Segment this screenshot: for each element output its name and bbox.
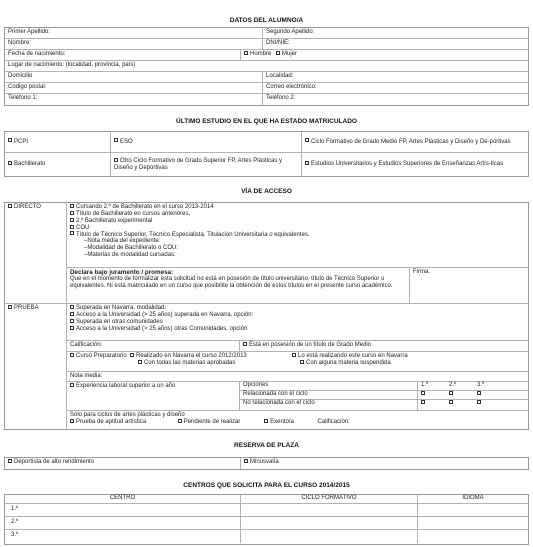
checkbox-icon [70, 419, 74, 423]
section-title-via: VÍA DE ACCESO [241, 188, 292, 195]
reserva-table [4, 457, 529, 470]
calificacion-field[interactable]: Calificación: [70, 342, 103, 348]
prueba-aptitud-checkbox[interactable]: Prueba de aptitud artística [70, 419, 146, 425]
relacionada-op3-checkbox[interactable] [477, 391, 481, 395]
codigo-postal-label[interactable]: Código postal: [8, 84, 47, 90]
grado-medio-checkbox[interactable]: Está en posesión de un título de Grado Medio [243, 342, 371, 348]
deportista-checkbox[interactable]: Deportista de alto rendimiento [8, 459, 94, 465]
prueba-option-1[interactable]: Superada en Navarra, modalidad: [70, 305, 525, 312]
table-row[interactable] [5, 517, 528, 530]
checkbox-icon [70, 231, 74, 235]
relacionada-label: Relacionada con el ciclo [243, 391, 308, 397]
row-number: 3.º [11, 532, 19, 538]
no-relacionada-label: No relacionada con el ciclo [243, 400, 315, 406]
checkbox-icon [70, 383, 74, 387]
declara-title: Declara bajo juramento / promesa: [70, 269, 174, 276]
directo-checkbox[interactable]: DIRECTO [8, 204, 41, 210]
checkbox-icon [8, 305, 12, 309]
curso-preparatorio-checkbox[interactable]: Curso Preparatorio [70, 353, 127, 359]
localidad-label[interactable]: Localidad: [266, 73, 294, 79]
hombre-checkbox[interactable]: Hombre [244, 51, 271, 57]
checkbox-icon [8, 204, 12, 208]
checkbox-icon [138, 360, 142, 364]
ciclo-superior-checkbox[interactable]: Otro Ciclo Formativo de Grado Superior FP, Artes Plásticas y Diseño y Deportivas [114, 157, 282, 171]
prueba-option-4[interactable]: Acceso a la Universidad (> 25 años) otras Comunidades, opción [70, 326, 525, 333]
declara-text: Que en el momento de formalizar esta solicitud no está en posesión de título universitario, título de Técnico Superior o equivalentes. Ni está matriculado en un curso que posibilite la obtención de estos títulos en el presente curso académico. [70, 276, 393, 290]
checkbox-icon [130, 353, 134, 357]
suspendida-checkbox[interactable]: Con alguna materia suspendida [292, 360, 525, 367]
opcion-1-label: 1.º [421, 382, 429, 388]
solo-artes-label: Sólo para ciclos de artes plásticas y diseño [70, 412, 185, 418]
telefono1-label[interactable]: Teléfono 1: [8, 95, 38, 101]
relacionada-op2-checkbox[interactable] [449, 391, 453, 395]
opcion-3-label: 3.º [477, 382, 485, 388]
checkbox-icon [70, 218, 74, 222]
no-relacionada-op3-checkbox[interactable] [477, 400, 481, 404]
relacionada-op1-checkbox[interactable] [421, 391, 425, 395]
segundo-apellido-label[interactable]: Segundo Apellido: [266, 29, 315, 35]
pcpi-checkbox[interactable]: PCPI [8, 139, 107, 146]
correo-label[interactable]: Correo electrónico: [266, 84, 317, 90]
calificacion2-field[interactable]: Calificación: [317, 418, 350, 425]
checkbox-icon [300, 360, 304, 364]
row-number: 2.º [11, 519, 19, 525]
checkbox-icon [244, 51, 248, 55]
section-title-reserva: RESERVA DE PLAZA [234, 442, 299, 449]
via-table [4, 202, 529, 430]
alumno-table [4, 27, 529, 106]
checkbox-icon [70, 326, 74, 330]
checkbox-icon [305, 138, 309, 142]
modalidad-bachillerato[interactable]: –Modalidad de Bachillerato o COU: [84, 245, 179, 252]
lugar-nacimiento-label[interactable]: Lugar de nacimiento: (localidad, provincia, país) [8, 62, 136, 68]
no-relacionada-op1-checkbox[interactable] [421, 400, 425, 404]
ciclo-medio-checkbox[interactable]: Ciclo Formativo de Grado Medio FP, Artes Plásticas y Diseño y De-portivas [305, 139, 525, 146]
directo-option-4[interactable]: COU [70, 225, 525, 232]
nota-media-field[interactable]: Nota media: [70, 373, 103, 379]
checkbox-icon [8, 459, 12, 463]
checkbox-icon [264, 419, 268, 423]
primer-apellido-label[interactable]: Primer Apellido: [8, 29, 51, 35]
checkbox-icon [70, 353, 74, 357]
eso-checkbox[interactable]: ESO [114, 139, 298, 146]
experiencia-checkbox[interactable]: Experiencia laboral superior a un año [70, 383, 175, 389]
nota-media-expediente[interactable]: –Nota media del expediente: [84, 238, 161, 245]
row-number: 1.º [11, 506, 19, 512]
universitarios-checkbox[interactable]: Estudios Universitarios y Estudios Superiores de Enseñanzas Artís-ticas [305, 161, 525, 168]
checkbox-icon [243, 342, 247, 346]
checkbox-icon [70, 312, 74, 316]
checkbox-icon [70, 211, 74, 215]
checkbox-icon [305, 161, 309, 165]
fecha-nacimiento-label[interactable]: Fecha de nacimiento: [8, 51, 66, 57]
prueba-option-3[interactable]: Superada en otras comunidades [70, 319, 525, 326]
checkbox-icon [178, 419, 182, 423]
telefono2-label[interactable]: Teléfono 2: [266, 95, 296, 101]
esta-realizando-checkbox[interactable]: Lo está realizando este curso en Navarra [292, 353, 525, 360]
section-title-centros: CENTROS QUE SOLICITA PARA EL CURSO 2014/2015 [183, 482, 350, 489]
nombre-label[interactable]: Nombre: [8, 40, 32, 46]
section-title-alumno: DATOS DEL ALUMNO/A [229, 17, 304, 24]
directo-option-1[interactable]: Cursando 2.º de Bachillerato en el curso 2013-2014 [70, 204, 525, 211]
realizado-checkbox[interactable]: Realizado en Navarra el curso 2012/2013 [130, 353, 292, 360]
col-ciclo: CICLO FORMATIVO [301, 495, 357, 501]
ultimo-table [4, 131, 529, 177]
prueba-option-2[interactable]: Acceso a la Universidad (> 25 años) superada en Navarra, opción: [70, 312, 525, 319]
directo-option-2[interactable]: Título de Bachillerato en cursos anteriores, [70, 211, 525, 218]
mujer-checkbox[interactable]: Mujer [276, 51, 297, 57]
pendiente-checkbox[interactable]: Pendiente de realizar [178, 419, 241, 425]
domicilio-label[interactable]: Domicilio [8, 73, 33, 79]
bachillerato-checkbox[interactable]: Bachillerato [8, 161, 107, 168]
exento-checkbox[interactable]: Exento/a [264, 419, 294, 425]
centros-table [4, 494, 529, 545]
directo-option-5[interactable]: Título de Técnico Superior, Técnico Especialista, Titulación Universitaria o equivalentes. [70, 232, 525, 239]
checkbox-icon [276, 51, 280, 55]
dni-label[interactable]: DNI/NIE: [266, 40, 290, 46]
col-idioma: IDIOMA [462, 495, 484, 501]
col-centro: CENTRO [109, 495, 136, 501]
checkbox-icon [244, 459, 248, 463]
table-row[interactable] [5, 530, 528, 543]
directo-option-3[interactable]: 2.º Bachillerato experimental [70, 218, 525, 225]
checkbox-icon [70, 305, 74, 309]
checkbox-icon [292, 353, 296, 357]
checkbox-icon [8, 161, 12, 165]
checkbox-icon [114, 158, 118, 162]
opcion-2-label: 2.º [449, 382, 457, 388]
checkbox-icon [70, 225, 74, 229]
todas-aprobadas-checkbox[interactable]: Con todas las materias aprobadas [130, 360, 292, 367]
materias-modalidad[interactable]: –Materias de modalidad cursadas: [84, 252, 176, 259]
firma-field[interactable]: Firma: [413, 269, 430, 275]
prueba-checkbox[interactable]: PRUEBA [8, 305, 39, 311]
section-title-ultimo: ÚLTIMO ESTUDIO EN EL QUE HA ESTADO MATRICULADO [176, 118, 357, 125]
table-row[interactable] [5, 504, 528, 517]
minusvalia-checkbox[interactable]: Minusvalía [244, 459, 279, 465]
checkbox-icon [70, 204, 74, 208]
checkbox-icon [70, 319, 74, 323]
opciones-label: Opciones [243, 382, 269, 388]
no-relacionada-op2-checkbox[interactable] [449, 400, 453, 404]
checkbox-icon [8, 138, 12, 142]
checkbox-icon [114, 138, 118, 142]
